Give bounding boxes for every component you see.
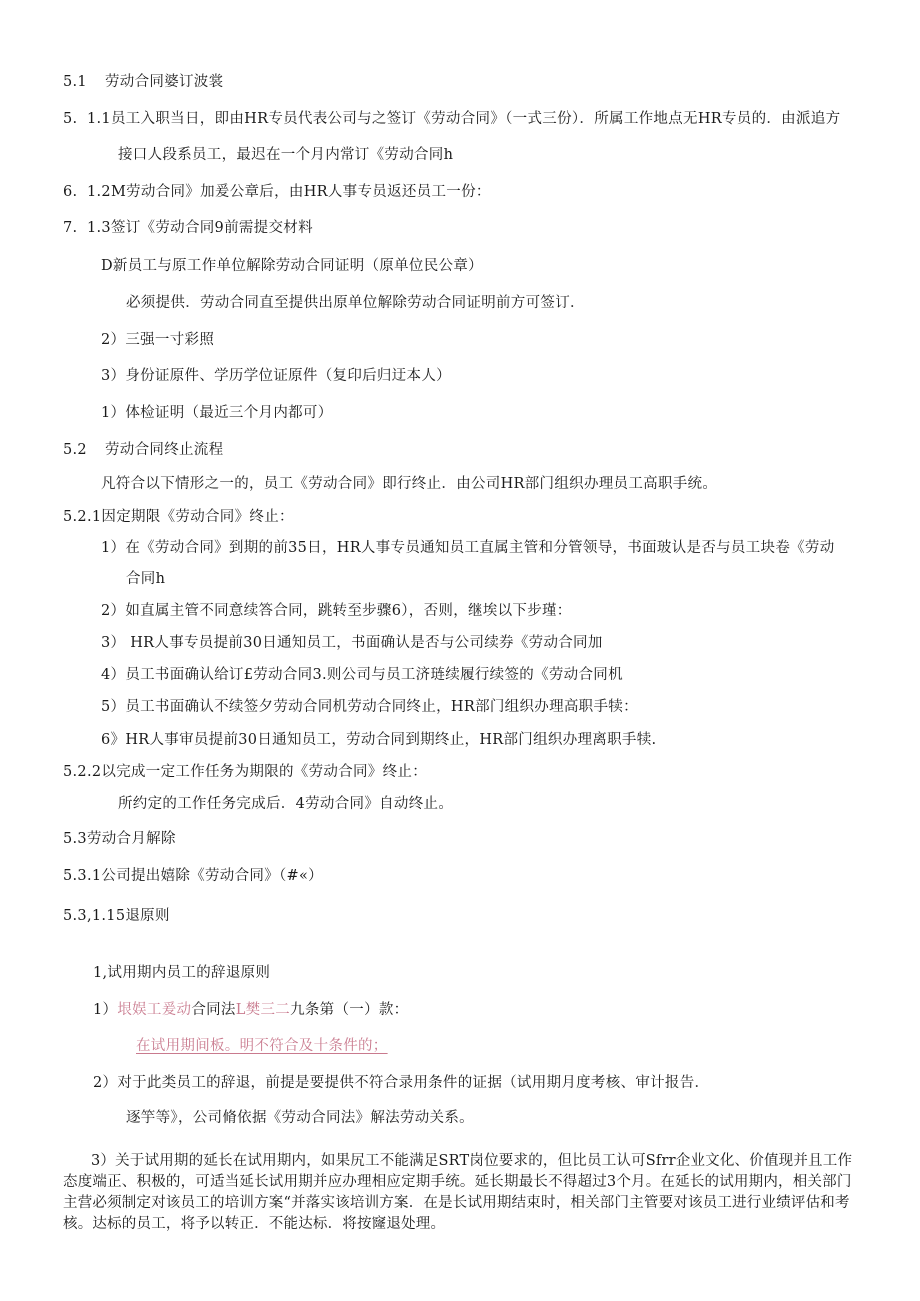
clause-text: 1.3签订《劳动合同9前需提交材料: [87, 220, 313, 236]
probation-item-2: 2）对于此类员工的辞退，前提是要提供不符合录用条件的证据（试用期月度考核、审计报告．: [93, 1075, 710, 1091]
probation-item-1: [93, 1000, 408, 1020]
material-item-1: D新员工与原工作单位解除劳动合同证明（原单位民公章）: [101, 258, 483, 274]
section-5-2-1-heading: 5.2.1因定期限《劳动合同》终止：: [63, 509, 294, 525]
clause-1-3: [63, 218, 313, 238]
clause-1-1-continuation: 接口人段系员工，最迟在一个月内常订《劳动合同h: [118, 147, 454, 163]
material-item-4: 1）体检证明（最近三个月内都可）: [101, 405, 333, 421]
material-item-2: 2）三强一寸彩照: [101, 332, 215, 348]
step-2: 2）如直属主管不同意续答合同，跳转至步骤6），否则，继埃以下步瑾：: [101, 603, 572, 619]
step-5: 5）员工书面确认不续签夕劳动合同机劳动合同终止，HR部门组织办理高职手犊：: [101, 699, 638, 715]
step-6: 6》HR人事审员提前30日通知员工，劳动合同到期终止，HR部门组织办理离职手犊.: [101, 732, 657, 748]
probation-quote: 在试用期间板。明不符合及十条件的；: [136, 1038, 388, 1054]
section-5-2-2-text: 所约定的工作任务完成后．4劳动合同》自动终止。: [118, 796, 454, 812]
section-5-3-1-heading: 5.3.1公司提出嬉除《劳动合同》（#«）: [63, 868, 323, 884]
step-1-continuation: 合同h: [126, 571, 166, 587]
probation-item-3: 3）关于试用期的延长在试用期内，如果尻工不能满足SRT岗位要求的，但比员工认可Sfrr企业文化、价值现并且工作态度端正、积极的，可适当延长试用期并应办理相应定期手统。延长期最长不得超过3个月。在延长的试用期内，相关部门主营必须制定对该员工的培训方案“并落实该培训方案．在是长试用期结束时，相关部门主管要对该员工进行业绩评估和考核。达标的员工，将予以转正．不能达标．将按窿退处理。: [63, 1153, 853, 1232]
section-title: 劳动合同终止流程: [105, 442, 224, 458]
list-number: 6.: [63, 184, 78, 200]
item-prefix: 1）: [93, 1002, 118, 1018]
section-5-1-heading: [63, 72, 223, 92]
clause-1-2: [63, 182, 491, 202]
section-5-2-heading: [63, 440, 223, 460]
clause-text: 1.1员工入职当日，即由HR专员代表公司与之签订《劳动合同》（一式三份）．所属工作地点无HR专员的．由派追方: [87, 111, 841, 127]
section-number: 5.1: [63, 74, 87, 90]
section-number: 5.2: [63, 442, 87, 458]
clause-text: 1.2M劳动合同》加爰公章后，由HR人事专员返还员工一份：: [87, 184, 491, 200]
legal-reference-text: 合同法: [191, 1002, 236, 1018]
material-item-3: 3）身份证原件、学历学位证原件（复印后归迂本人）: [101, 368, 451, 384]
section-5-3-heading: 5.3劳动合月解除: [63, 831, 176, 847]
section-title: 劳动合同婆订波裳: [105, 74, 224, 90]
step-4: 4）员工书面确认给订£劳动合同3.则公司与员工济琏续履行续签的《劳动合同机: [101, 667, 623, 683]
step-3: 3） HR人事专员提前30日通知员工，书面确认是否与公司续券《劳动合同加: [101, 635, 603, 651]
legal-reference-highlight: 垠娱工爰动: [117, 1002, 192, 1018]
legal-reference-suffix: 九条第（一）款：: [290, 1002, 409, 1018]
material-item-1-note: 必须提供．劳动合同直至提供出原单位解除劳动合同证明前方可签订．: [126, 295, 585, 311]
probation-item-2-continuation: 逐竽等》，公司脩依据《劳动合同法》解法劳动关系。: [126, 1110, 474, 1126]
section-5-2-intro: 凡符合以下情形之一的，员工《劳动合同》即行终止．由公司HR部门组织办理员工高职手统。: [101, 476, 718, 492]
step-1: 1）在《劳动合同》到期的前35日，HR人事专员通知员工直属主管和分管领导，书面玻认是否与员工块卷《劳动: [101, 540, 835, 556]
section-5-3-1-15-heading: 5.3,1.15退原则: [63, 908, 170, 924]
list-number: 7.: [63, 220, 78, 236]
legal-reference-highlight: L樊三二: [235, 1002, 291, 1018]
section-5-2-2-heading: 5.2.2以完成一定工作任务为期限的《劳动合同》终止：: [63, 764, 427, 780]
probation-heading: 1,试用期内员工的辞退原则: [93, 965, 271, 981]
clause-1-1: [63, 109, 840, 129]
list-number: 5.: [63, 111, 78, 127]
